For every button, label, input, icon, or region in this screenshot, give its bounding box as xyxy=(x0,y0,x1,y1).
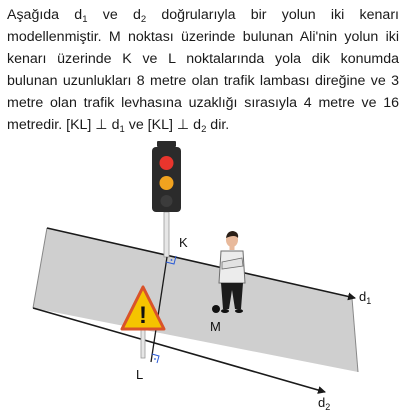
label-d2 xyxy=(318,395,330,412)
warning-sign-pole xyxy=(141,329,145,358)
warning-symbol: ! xyxy=(139,302,147,329)
label-d1-letter: d xyxy=(359,289,367,304)
label-d1-sub: 1 xyxy=(366,296,372,306)
label-k: K xyxy=(179,235,188,250)
text-end: dir. xyxy=(206,117,230,133)
road-surface xyxy=(33,228,358,372)
subscript-d2: 2 xyxy=(140,14,147,25)
text-mid1: ve d xyxy=(87,7,141,23)
text-mid2: ve [KL] ⊥ d xyxy=(124,117,202,133)
subscript-perp1: 1 xyxy=(119,124,125,135)
text-intro: Aşağıda d xyxy=(7,7,83,23)
label-d1 xyxy=(359,289,371,306)
label-d2-letter: d xyxy=(318,395,326,410)
label-d2-sub: 2 xyxy=(325,402,331,412)
label-m: M xyxy=(210,319,221,334)
subscript-d1: 1 xyxy=(82,14,88,25)
text-rest: doğrularıyla bir yolun iki kenarı modellenmiştir. M noktası üzerinde bulunan Ali'nin yolun iki kenarı üzerinde K ve L noktalarında yola dik konumda bulunan uzunlukları 8 metre olan trafik lambası direğine ve 3 metre olan trafik levhasına uzaklığı sırasıyla 4 metre ve 16 metredir. [KL] ⊥ d xyxy=(7,7,399,133)
right-angle-l xyxy=(152,354,159,363)
point-m xyxy=(212,305,220,313)
traffic-light-icon xyxy=(152,141,181,212)
subscript-perp2: 2 xyxy=(201,124,207,135)
traffic-light-pole xyxy=(164,212,169,257)
label-l: L xyxy=(136,367,144,382)
